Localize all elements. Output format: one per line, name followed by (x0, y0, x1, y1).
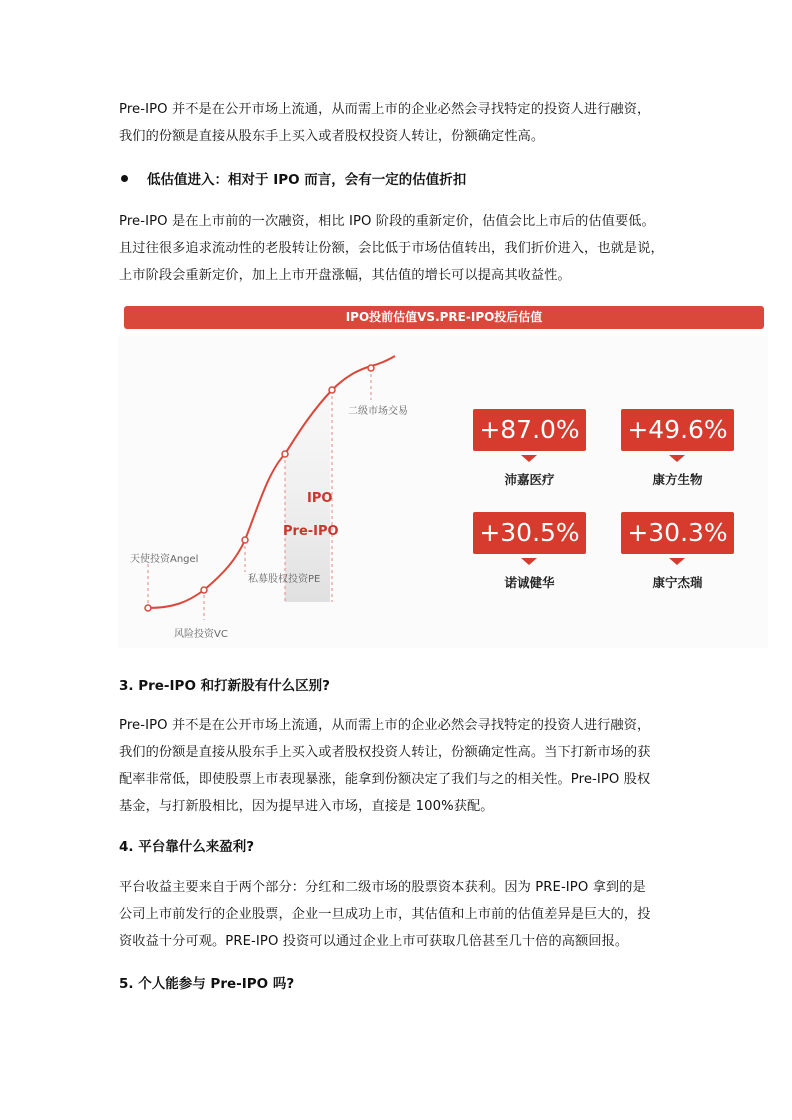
badge-pointer-icon (521, 558, 537, 565)
ipo-label: IPO (307, 491, 333, 506)
company-name: 康宁杰瑞 (652, 575, 703, 590)
bullet-dot-icon (121, 175, 128, 182)
paragraph-line: 我们的份额是直接从股东手上买入或者股权投资人转让，份额确定性高。当下打新市场的获 (119, 745, 651, 760)
section3-body (119, 712, 679, 820)
stage-label-vc: 风险投资VC (174, 629, 228, 640)
preipo-point (282, 451, 288, 457)
company-name: 康方生物 (652, 472, 703, 487)
paragraph-line: 资收益十分可观。PRE-IPO 投资可以通过企业上市可获取几倍甚至几十倍的高额回报。 (119, 934, 629, 949)
return-badge: +87.0% (473, 409, 586, 451)
figure-banner: IPO投前估值VS.PRE-IPO投后估值 (124, 306, 764, 329)
angel-point (145, 605, 151, 611)
secondary-point (368, 365, 374, 371)
paragraph-line: Pre-IPO 是在上市前的一次融资，相比 IPO 阶段的重新定价，估值会比上市后的估值要低。 (119, 214, 655, 229)
paragraph-line: Pre-IPO 并不是在公开市场上流通，从而需上市的企业必然会寻找特定的投资人进行融资， (119, 102, 651, 117)
stage-label-secondary: 二级市场交易 (348, 406, 408, 417)
paragraph-line: Pre-IPO 并不是在公开市场上流通，从而需上市的企业必然会寻找特定的投资人进行融资， (119, 718, 651, 733)
paragraph-line: 上市阶段会重新定价，加上上市开盘涨幅，其估值的增长可以提高其收益性。 (119, 268, 571, 283)
stage-label-pe: 私募股权投资PE (248, 574, 321, 585)
badge-pointer-icon (669, 455, 685, 462)
preipo-label: Pre-IPO (283, 524, 339, 539)
paragraph-line: 我们的份额是直接从股东手上买入或者股权投资人转让，份额确定性高。 (119, 129, 545, 144)
section3-heading: 3. Pre-IPO 和打新股有什么区别? (119, 678, 330, 694)
badge-pointer-icon (669, 558, 685, 565)
paragraph-low-valuation (119, 208, 679, 289)
paragraph-line: 公司上市前发行的企业股票，企业一旦成功上市，其估值和上市前的估值差异是巨大的，投 (119, 907, 651, 922)
section4-body (119, 874, 679, 955)
return-badge: +49.6% (621, 409, 734, 451)
ipo-point (329, 387, 335, 393)
section5-heading: 5. 个人能参与 Pre-IPO 吗? (119, 976, 295, 992)
company-name: 沛嘉医疗 (504, 472, 555, 487)
paragraph-line: 配率非常低，即使股票上市表现暴涨，能拿到份额决定了我们与之的相关性。Pre-IPO 股权 (119, 772, 651, 787)
paragraph-line: 平台收益主要来自于两个部分：分红和二级市场的股票资本获利。因为 PRE-IPO 拿到的是 (119, 880, 646, 895)
paragraph-intro (119, 96, 679, 150)
bullet-heading: 低估值进入：相对于 IPO 而言，会有一定的估值折扣 (147, 172, 467, 188)
return-badge: +30.3% (621, 512, 734, 554)
pe-point (242, 537, 248, 543)
paragraph-line: 且过往很多追求流动性的老股转让份额，会比低于市场估值转出，我们折价进入，也就是说， (119, 241, 664, 256)
stage-label-angel: 天使投资Angel (130, 554, 199, 565)
company-name: 诺诚健华 (504, 575, 555, 590)
vc-point (201, 587, 207, 593)
return-badge: +30.5% (473, 512, 586, 554)
valuation-figure (118, 302, 768, 652)
badge-pointer-icon (521, 455, 537, 462)
paragraph-line: 基金，与打新股相比，因为提早进入市场，直接是 100%获配。 (119, 799, 494, 814)
section4-heading: 4. 平台靠什么来盈利? (119, 839, 255, 855)
